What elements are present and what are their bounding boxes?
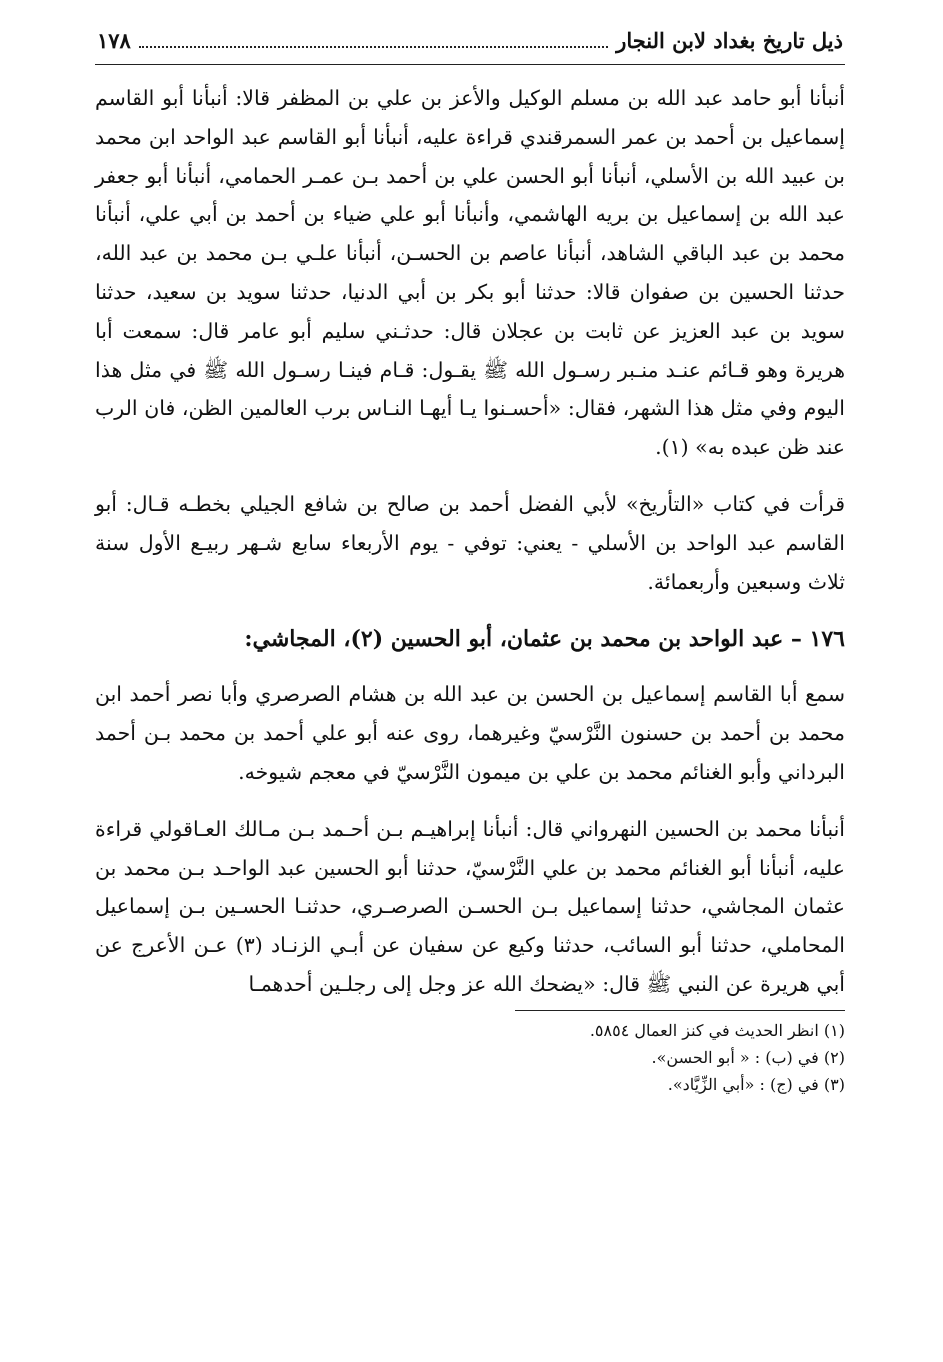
page-body [95,79,845,1098]
book-page [95,28,845,1098]
paragraph-death-date: قرأت في كتاب «التأريخ» لأبي الفضل أحمد بن صالح بن شافع الجيلي بخطـه قـال: أبو القاسم عبد الواحد بن الأسلي - يعني: توفي - يوم الأربعاء سابع شـهر ربيـع الأول سنة ثلاث وسبعين وأربعمائة. [95,491,845,594]
running-header [95,28,845,65]
paragraph-biography: سمع أبا القاسم إسماعيل بن الحسن بن عبد الله بن هشام الصرصري وأبا نصر أحمد ابن محمد بن أحمد بن حسنون النَّرْسيّ وغيرهما، روى عنه أبو علي أحمد بن محمد بـن أحمد البرداني وأبو الغنائم محمد بن علي بن ميمون النَّرْسيّ في معجم شيوخه. [95,682,845,784]
footnote: (٣) في (ج) : «أبي الزِّيَّاد». [667,1074,845,1094]
page-number: ١٧٨ [97,28,131,53]
footnotes [515,1010,845,1098]
paragraph-isnad-2: أنبأنا محمد بن الحسين النهرواني قال: أنبأنا إبراهيـم بـن أحـمد بـن مـالك العـاقولي قراءة عليه، أنبأنا أبو الغنائم محمد بن علي النَّرْسيّ، حدثنا أبو الحسين عبد الواحـد بـن محمد بن عثمان المجاشي، حدثنا إسماعيل بـن الحسـن الصرصـري، حدثنـا الحسـين بـن إسماعيل المحاملي، حدثنا أبو السائب، حدثنا وكيع عن سفيان عن أبـي الزنـاد (٣) عـن الأعرج عن أبي هريرة عن النبي ﷺ قال: «يضحك الله عز وجل إلى رجلـين أحدهمـا [95,816,846,996]
book-title: ذيل تاريخ بغداد لابن النجار [616,28,843,53]
footnote: (٢) في (ب) : « أبو الحسن». [651,1047,845,1067]
paragraph-isnad-1: أنبأنا أبو حامد عبد الله بن مسلم الوكيل والأعز بن علي بن المظفر قالا: أنبأنا أبو القاسم إسماعيل بن أحمد بن عمر السمرقندي قراءة عليه، أنبأنا أبو القاسم عبد الواحد ابن محمد بن عبيد الله بن الأسلي، أنبأنا أبو الحسن علي بن أحمد بـن عمـر الحمامي، أنبأنا أبو جعفر عبد الله بن إسماعيل بن بريه الهاشمي، وأنبأنا أبو علي ضياء بن أحمد بن أبي علي، أنبأنا محمد بن عبد الباقي الشاهد، أنبأنا عاصم بن الحسـن، أنبأنا علـي بـن محمد بن عبد الله، حدثنا الحسين بن صفوان قالا: حدثنا أبو بكر بن أبي الدنيا، حدثنا سويد بن سعيد، حدثنا سويد بن عبد العزيز عن ثابت بن عجلان قال: حدثـني سليم أبو عامر قال: سمعت أبا هريرة وهو قـائم عنـد منـبر رسـول الله ﷺ يقـول: قـام فينـا رسـول الله ﷺ في مثل هذا اليوم وفي مثل هذا الشهر، فقال: «أحسـنوا يـا أيهـا النـاس برب العالمين الظن، فان الرب عند ظن عبده به» (١). [95,86,845,460]
footnote: (١) انظر الحديث في كنز العمال ٥٨٥٤. [589,1020,845,1040]
header-dot-leader [139,45,608,48]
entry-heading: ١٧٦ – عبد الواحد بن محمد بن عثمان، أبو الحسين (٢)، المجاشي: [244,626,845,653]
